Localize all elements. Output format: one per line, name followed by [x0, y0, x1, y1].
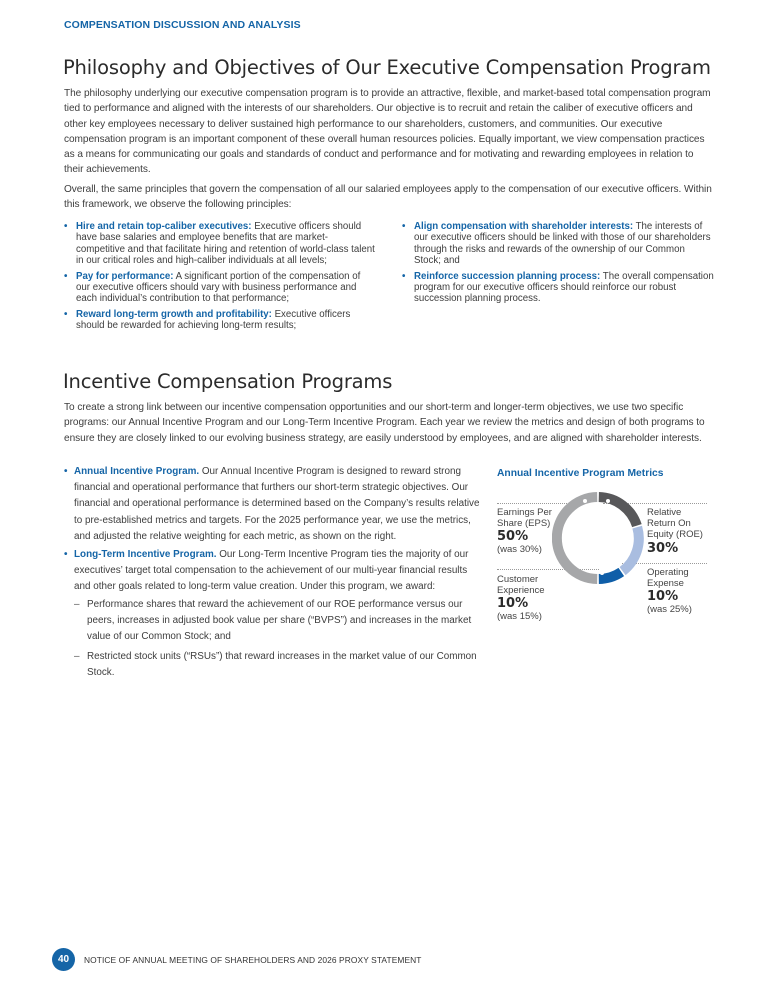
cx-label	[497, 574, 545, 623]
incentive-heading: Incentive Compensation Programs	[63, 370, 393, 393]
cx-previous: (was 15%)	[497, 611, 542, 623]
incentive-intro: To create a strong link between our incentive compensation opportunities and our short-term and longer-term objectives, we use two specific programs: our Annual Incentive Program and our Long-Term Incentive Program. Each year we review the metrics and design of both programs to ensure they are closely linked to our evolving business strategy, are easily understood by employees, and are aligned with shareholder interests.	[64, 402, 705, 444]
programs-list	[64, 464, 484, 686]
program-item-long-term	[64, 547, 484, 682]
program-text: Our Long-Term Incentive Program ties the majority of our executives’ target total compensation to the achievement of our multi-year financial results and other goals related to long-term value creation. Under this program, we award:	[74, 549, 469, 593]
segment-roe	[599, 497, 637, 526]
principle-item	[64, 221, 376, 267]
annual-incentive-metrics-chart	[497, 465, 707, 635]
eps-previous: (was 30%)	[497, 544, 542, 556]
program-item-annual	[64, 464, 484, 545]
eps-name-2: Share (EPS)	[497, 518, 551, 530]
principles-left-column	[64, 221, 376, 336]
roe-marker	[606, 499, 610, 503]
opex-percent: 10%	[647, 589, 679, 605]
cx-name-1: Customer	[497, 574, 539, 585]
principle-item	[402, 221, 714, 267]
section-tag: COMPENSATION DISCUSSION AND ANALYSIS	[64, 19, 301, 31]
chart-title: Annual Incentive Program Metrics	[497, 468, 664, 479]
principle-lead: Reward long-term growth and profitability:	[76, 308, 272, 320]
principle-text: The overall compensation program for our executive officers should reinforce our robust succession planning process.	[414, 270, 714, 305]
page-number-badge: 40	[52, 948, 75, 971]
roe-percent: 30%	[647, 540, 679, 556]
roe-label	[647, 507, 703, 556]
opex-label	[647, 567, 692, 616]
roe-name-3: Equity (ROE)	[647, 529, 703, 541]
cx-marker	[600, 571, 604, 575]
opex-name-2: Expense	[647, 578, 684, 590]
principle-lead: Pay for performance:	[76, 270, 174, 282]
cx-name-2: Experience	[497, 585, 545, 597]
roe-name-2: Return On	[647, 518, 691, 530]
eps-label	[497, 507, 552, 556]
segment-operating-expense	[623, 527, 639, 571]
award-sublist	[74, 597, 484, 682]
opex-name-1: Operating	[647, 567, 689, 578]
award-item: – Performance shares that reward the achievement of our ROE performance versus our peers, increases in adjusted book value per share (“BVPS”) and increases in the market value of our Common Stock; and	[74, 597, 484, 646]
roe-name-1: Relative	[647, 507, 682, 518]
principle-item	[64, 309, 376, 332]
principle-lead: Align compensation with shareholder interests:	[414, 221, 634, 232]
philosophy-heading: Philosophy and Objectives of Our Executive Compensation Program	[63, 56, 711, 79]
principle-text: Executive officers should be rewarded for achieving long-term results;	[76, 308, 351, 332]
principle-text: The interests of our executive officers should be linked with those of our shareholders through the risks and rewards of the ownership of our Common Stock; and	[414, 221, 711, 267]
principles-right-column	[402, 221, 714, 336]
opex-marker	[622, 552, 626, 556]
principle-item	[64, 271, 376, 305]
eps-percent: 50%	[497, 529, 529, 545]
segment-eps	[557, 497, 597, 579]
opex-previous: (was 25%)	[647, 604, 692, 616]
program-lead: Long-Term Incentive Program.	[74, 549, 217, 561]
principle-item	[402, 271, 714, 305]
eps-marker	[583, 499, 587, 503]
principles-intro: Overall, the same principles that govern the compensation of all our salaried employees apply to the compensation of our executive officers. Within this framework, we observe the following principles:	[64, 184, 712, 211]
footer-text: NOTICE OF ANNUAL MEETING OF SHAREHOLDERS AND 2026 PROXY STATEMENT	[84, 954, 422, 965]
principle-lead: Hire and retain top-caliber executives:	[76, 221, 252, 232]
eps-name-1: Earnings Per	[497, 507, 552, 518]
donut-chart	[552, 492, 644, 584]
principle-lead: Reinforce succession planning process:	[414, 270, 601, 282]
principle-text: Executive officers should have base salaries and employee benefits that are market-competitive and that facilitate hiring and retention of world-class talent in our critical roles and high-caliber individuals at all levels;	[76, 221, 375, 267]
cx-percent: 10%	[497, 596, 529, 612]
philosophy-paragraph: The philosophy underlying our executive compensation program is to provide an attractive, flexible, and market-based total compensation program tied to performance and aligned with the interests of our shareholders. Our objective is to recruit and retain the caliber of executive officers and other key employees necessary to deliver sustained high performance to our shareholders, customers, and communities. Our executive compensation program is an important component of these overall human resources policies. Equally important, we view compensation practices as a means for communicating our goals and standards of conduct and performance and for motivating and rewarding employees in relation to their achievements.	[64, 88, 711, 176]
page-footer	[52, 948, 422, 971]
program-text: Our Annual Incentive Program is designed to reward strong financial and operational performance that furthers our short-term strategic objectives. Our financial and operational performance is determined based on the Company’s results relative to pre-established metrics and targets. For the 2025 performance year, we use the metrics, and adjusted the relative weighting for each metric, as shown on the right.	[74, 466, 480, 542]
program-lead: Annual Incentive Program.	[74, 466, 200, 477]
award-item: – Restricted stock units (“RSUs”) that reward increases in the market value of our Common Stock.	[74, 649, 484, 681]
principles-list	[64, 221, 714, 336]
principle-text: A significant portion of the compensation of our executive officers should vary with business performance and each individual’s contribution to that performance;	[76, 270, 361, 305]
